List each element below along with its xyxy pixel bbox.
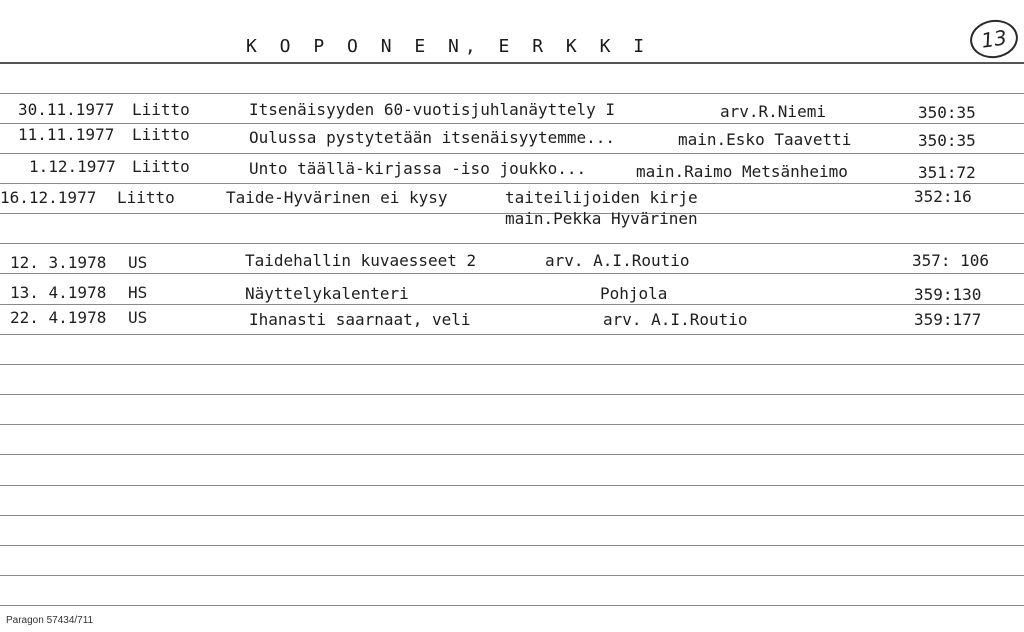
entry-title: Taidehallin kuvaesseet 2 (245, 251, 477, 270)
entry-ref: 357: 106 (912, 251, 990, 270)
entry-ref: 359:130 (914, 285, 982, 304)
ruled-line (0, 123, 1024, 124)
ruled-line (0, 485, 1024, 486)
ruled-line (0, 273, 1024, 274)
entry-person-secondary: main.Pekka Hyvärinen (505, 209, 698, 228)
entry-date: 30.11.1977 (18, 100, 115, 119)
entry-ref: 350:35 (918, 131, 976, 150)
entry-date: 16.12.1977 (0, 188, 97, 207)
entry-ref: 350:35 (918, 103, 976, 122)
entry-person: main.Raimo Metsänheimo (636, 162, 848, 181)
entry-ref: 351:72 (918, 163, 976, 182)
card-footer-print: Paragon 57434/711 (6, 615, 94, 626)
sequence-number-circle: 13 (968, 17, 1021, 61)
ruled-line (0, 93, 1024, 94)
entry-source: US (128, 253, 148, 272)
ruled-line (0, 424, 1024, 425)
entry-ref: 352:16 (914, 187, 972, 206)
entry-source: Liitto (132, 100, 190, 119)
ruled-line (0, 183, 1024, 184)
entry-title: Ihanasti saarnaat, veli (249, 310, 471, 329)
entry-ref: 359:177 (914, 310, 982, 329)
ruled-line (0, 243, 1024, 244)
entry-date: 13. 4.1978 (10, 283, 107, 302)
entry-title: Unto täällä-kirjassa -iso joukko... (249, 159, 587, 178)
entry-date: 12. 3.1978 (10, 253, 107, 272)
ruled-line (0, 515, 1024, 516)
ruled-line (0, 304, 1024, 305)
ruled-line (0, 454, 1024, 455)
ruled-line (0, 605, 1024, 606)
entry-title: Itsenäisyyden 60-vuotisjuhlanäyttely I (249, 100, 616, 119)
ruled-line (0, 334, 1024, 335)
entry-source: HS (128, 283, 148, 302)
header-rule (0, 62, 1024, 64)
ruled-line (0, 545, 1024, 546)
ruled-line (0, 364, 1024, 365)
ruled-line (0, 575, 1024, 576)
entry-source: Liitto (117, 188, 175, 207)
entry-source: Liitto (132, 157, 190, 176)
entry-date: 11.11.1977 (18, 125, 115, 144)
entry-source: US (128, 308, 148, 327)
entry-date: 22. 4.1978 (10, 308, 107, 327)
entry-person: arv. A.I.Routio (545, 251, 690, 270)
entry-title: Oulussa pystytetään itsenäisyytemme... (249, 128, 616, 147)
entry-person: taiteilijoiden kirje (505, 188, 698, 207)
entry-source: Liitto (132, 125, 190, 144)
entry-date: 1.12.1977 (29, 157, 116, 176)
entry-person: main.Esko Taavetti (678, 130, 852, 149)
entry-person: arv.R.Niemi (720, 102, 826, 121)
entry-person: arv. A.I.Routio (603, 310, 748, 329)
entry-title: Taide-Hyvärinen ei kysy (226, 188, 448, 207)
entry-person: Pohjola (600, 284, 668, 303)
entry-title: Näyttelykalenteri (245, 284, 409, 303)
ruled-line (0, 394, 1024, 395)
card-title-name: K O P O N E N, E R K K I (246, 36, 651, 57)
ruled-line (0, 153, 1024, 154)
